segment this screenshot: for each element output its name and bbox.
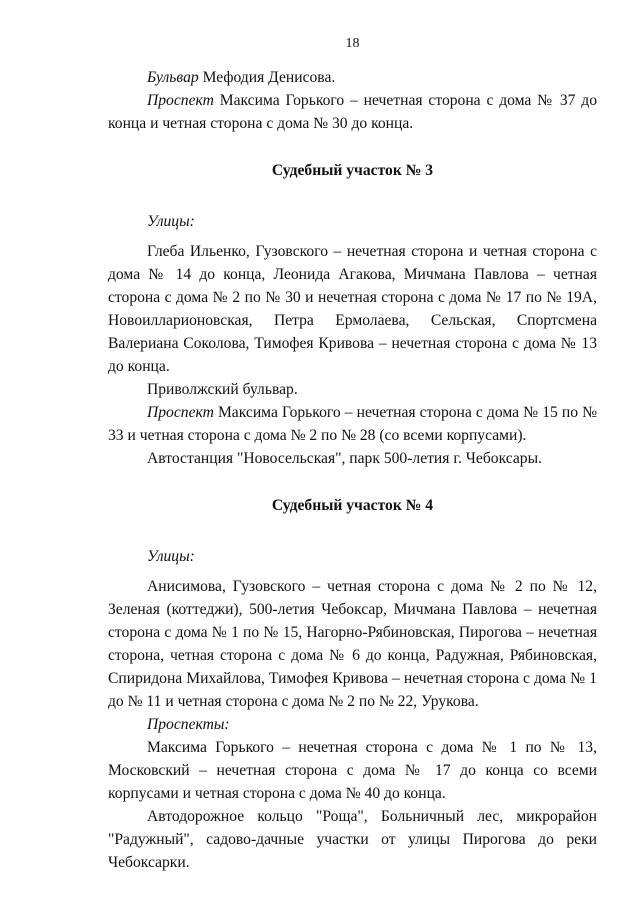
section-3-title: Судебный участок № 3: [271, 162, 434, 179]
section-4-prospects-label: Проспекты:: [147, 716, 230, 733]
section-4-title: Судебный участок № 4: [271, 497, 434, 514]
section-3-prospect-text: Максима Горького – нечетная сторона с дома № 15 по № 33 и четная сторона с дома № 2 по № 28 (со всеми корпусами).: [108, 404, 597, 444]
section-3-extra: Автостанция "Новосельская", парк 500-летия г. Чебоксары.: [147, 450, 542, 467]
prospect-text: Максима Горького – нечетная сторона с дома № 37 до конца и четная сторона с дома № 30 до конца.: [108, 92, 597, 132]
section-3-boulevard: Приволжский бульвар.: [147, 381, 298, 398]
section-4-streets-text: Анисимова, Гузовского – четная сторона с дома № 2 по № 12, Зеленая (коттеджи), 500-летия Чебоксар, Мичмана Павлова – нечетная сторона с дома № 1 по № 15, Нагорно-Рябиновская, Пирогова – нечетная сторона, четная сторона с дома № 6 до конца, Радужная, Рябиновская, Спиридона Михайлова, Тимофея Кривова – нечетная сторона с дома № 1 до № 11 и четная сторона с дома № 2 по № 22, Урукова.: [108, 578, 597, 710]
section-4-streets-label: Улицы:: [147, 548, 195, 565]
section-3-prospect-paragraph: [108, 401, 597, 447]
boulevard-paragraph: [108, 66, 597, 89]
section-3-streets-text: Глеба Ильенко, Гузовского – нечетная сторона и четная сторона с дома № 14 до конца, Леонида Агакова, Мичмана Павлова – четная сторона с дома № 2 по № 30 и нечетная сторона с дома № 17 по № 19А, Новоилларионовская, Петра Ермолаева, Сельская, Спортсмена Валериана Соколова, Тимофея Кривова – нечетная сторона с дома № 13 до конца.: [108, 243, 597, 375]
section-4-extra: Автодорожное кольцо "Роща", Больничный лес, микрорайон "Радужный", садово-дачные участки от улицы Пирогова до реки Чебоксарки.: [108, 808, 597, 871]
section-4-prospects-text: Максима Горького – нечетная сторона с дома № 1 по № 13, Московский – нечетная сторона с дома № 17 до конца со всеми корпусами и четная сторона с дома № 40 до конца.: [108, 739, 597, 802]
boulevard-text: Мефодия Денисова.: [198, 69, 336, 86]
prospect-label: Проспект: [147, 92, 214, 109]
section-3-streets-label: Улицы:: [147, 213, 195, 230]
page-number: 18: [345, 36, 360, 51]
section-3-prospect-label: Проспект: [147, 404, 214, 421]
boulevard-label: Бульвар: [147, 69, 199, 86]
prospect-paragraph: [108, 89, 597, 135]
